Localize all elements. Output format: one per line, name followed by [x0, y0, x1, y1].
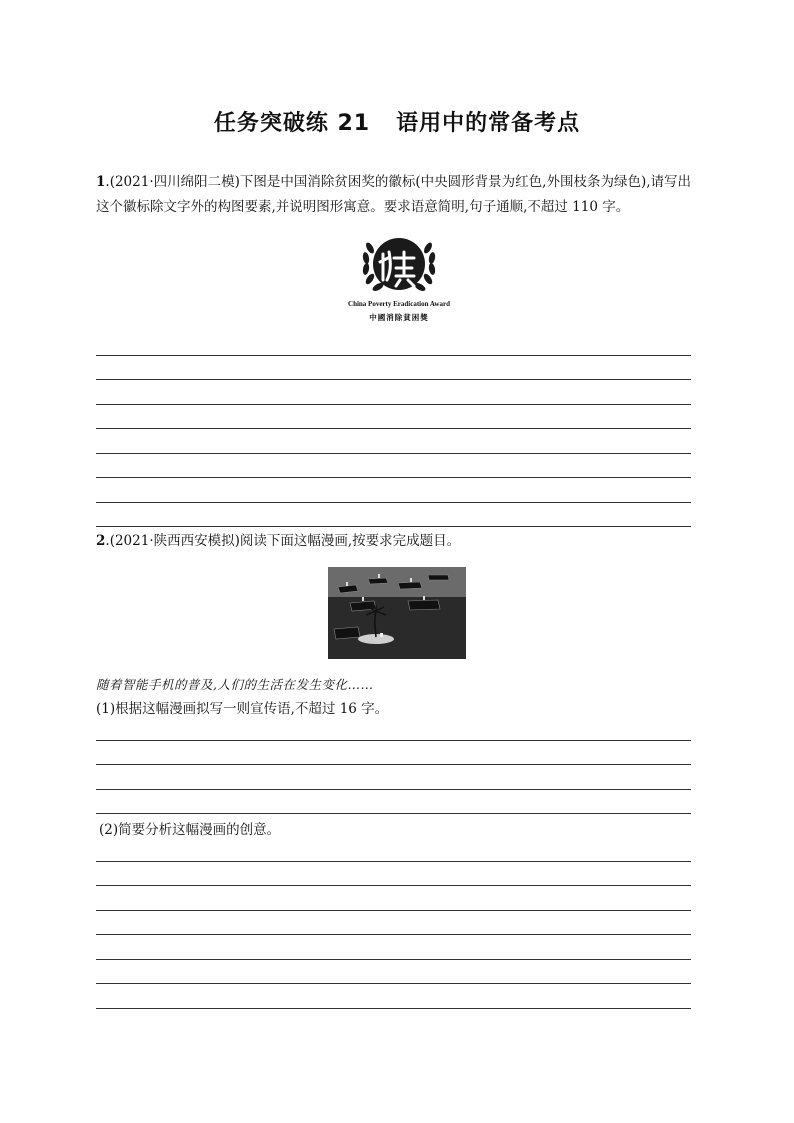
answer-line[interactable]: [96, 886, 691, 911]
answer-line[interactable]: [96, 984, 691, 1009]
answer-line[interactable]: [96, 503, 691, 528]
question-2-text: 阅读下面这幅漫画,按要求完成题目。: [239, 533, 461, 549]
cartoon-phone-islands-icon: [328, 567, 466, 659]
question-2-number: 2: [96, 533, 106, 549]
answer-line[interactable]: [96, 716, 691, 741]
poverty-award-emblem: [336, 228, 462, 324]
answer-line[interactable]: [96, 837, 691, 862]
answer-lines-2-2: [96, 837, 691, 1009]
question-1-number: 1: [96, 174, 106, 190]
answer-line[interactable]: [96, 380, 691, 405]
title-sub: 语用中的常备考点: [396, 111, 581, 136]
answer-line[interactable]: [96, 454, 691, 479]
emblem-caption-en: China Poverty Eradication Award: [348, 300, 450, 308]
emblem-icon: [336, 228, 462, 300]
answer-line[interactable]: [96, 405, 691, 430]
answer-line[interactable]: [96, 741, 691, 766]
answer-lines-1: [96, 331, 691, 527]
question-1: 1.(2021·四川绵阳二模)下图是中国消除贫困奖的徽标(中央圆形背景为红色,外围枝条为绿色),请写出 这个徽标除文字外的构图要素,并说明图形寓意。要求语意简明,句子通顺,不超过 110 字。: [96, 170, 706, 220]
emblem-caption-cn: 中國消除貧困獎: [369, 313, 429, 322]
answer-line[interactable]: [96, 960, 691, 985]
question-2-sub2-text: (2)简要分析这幅漫画的创意。: [99, 822, 281, 838]
question-1-text-line2: 这个徽标除文字外的构图要素,并说明图形寓意。要求语意简明,句子通顺,不超过 110 字。: [96, 199, 630, 215]
question-2-sub1-text: (1)根据这幅漫画拟写一则宣传语,不超过 16 字。: [96, 701, 389, 717]
cartoon-image: [328, 567, 466, 659]
question-1-source: (2021·四川绵阳二模): [109, 174, 240, 190]
answer-line[interactable]: [96, 765, 691, 790]
answer-line[interactable]: [96, 935, 691, 960]
answer-line[interactable]: [96, 356, 691, 381]
answer-line[interactable]: [96, 911, 691, 936]
answer-line[interactable]: [96, 790, 691, 815]
answer-line[interactable]: [96, 862, 691, 887]
page-title: [0, 106, 794, 137]
question-2-source: (2021·陕西西安模拟): [109, 533, 240, 549]
cartoon-caption: 随着智能手机的普及,人们的生活在发生变化……: [96, 677, 374, 692]
answer-line[interactable]: [96, 331, 691, 356]
question-1-text-line1: 下图是中国消除贫困奖的徽标(中央圆形背景为红色,外围枝条为绿色),请写出: [239, 174, 692, 190]
title-main: 任务突破练 21: [213, 111, 371, 136]
answer-lines-2-1: [96, 716, 691, 814]
answer-line[interactable]: [96, 429, 691, 454]
question-2: 2.(2021·陕西西安模拟)阅读下面这幅漫画,按要求完成题目。: [96, 533, 461, 549]
answer-line[interactable]: [96, 478, 691, 503]
